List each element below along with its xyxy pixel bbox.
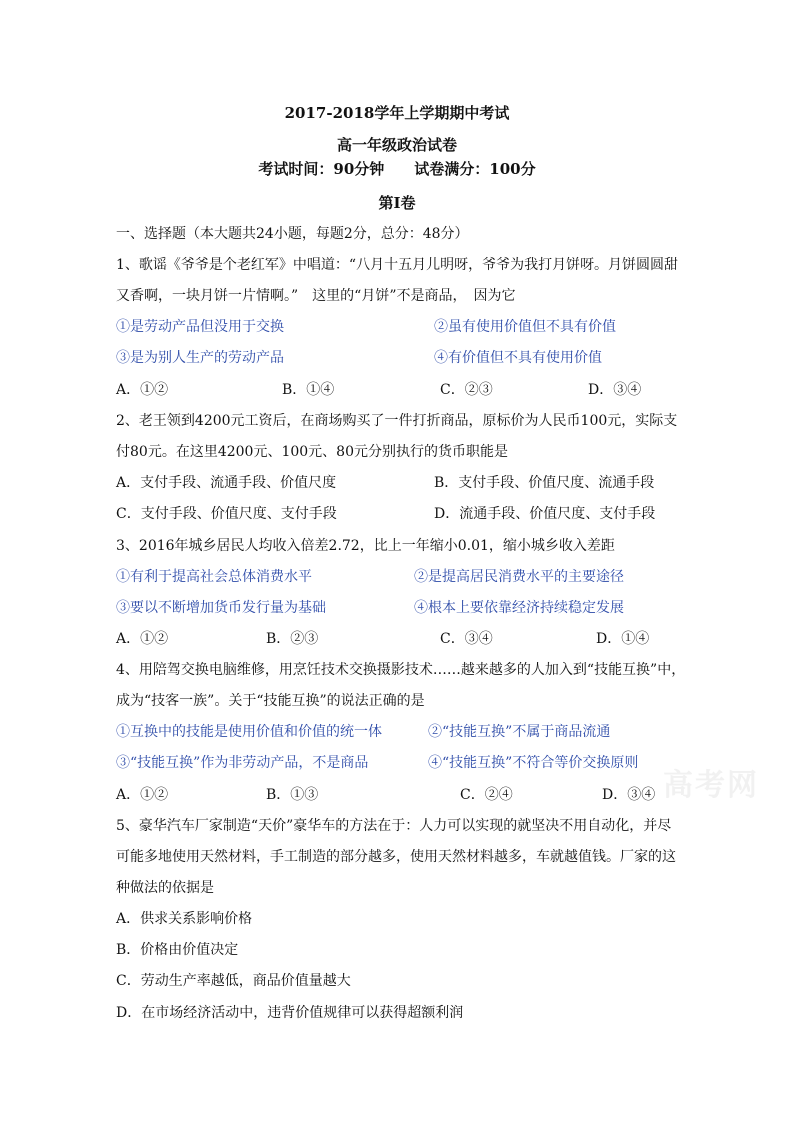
volume-label: 第Ⅰ卷 bbox=[378, 194, 416, 212]
q4-option-d[interactable]: D．③④ bbox=[602, 787, 656, 803]
q5-option-b[interactable]: B．价格由价值决定 bbox=[116, 942, 239, 958]
q3-option-c[interactable]: C．③④ bbox=[440, 631, 493, 647]
paper-title: 高一年级政治试卷 bbox=[336, 136, 457, 154]
q2-stem-line2: 付80元。在这里4200元、100元、80元分别执行的货币职能是 bbox=[116, 444, 508, 460]
q1-option-d[interactable]: D．③④ bbox=[588, 382, 642, 398]
q5-option-a[interactable]: A．供求关系影响价格 bbox=[116, 911, 253, 927]
q3-stem-line1: 3、2016年城乡居民人均收入倍差2.72，比上一年缩小0.01，缩小城乡收入差距 bbox=[116, 538, 615, 554]
q1-statement-3: ③是为别人生产的劳动产品 bbox=[116, 350, 284, 366]
q3-statement-2: ②是提高居民消费水平的主要途径 bbox=[414, 569, 624, 585]
q5-stem-line1: 5、豪华汽车厂家制造“天价”豪华车的方法在于：人力可以实现的就坚决不用自动化，并尽 bbox=[116, 818, 672, 834]
q5-stem-line3: 种做法的依据是 bbox=[116, 880, 214, 896]
q1-option-c[interactable]: C．②③ bbox=[440, 382, 493, 398]
q4-stem-line2: 成为“技客一族”。关于“技能互换”的说法正确的是 bbox=[116, 693, 425, 709]
q4-statement-1: ①互换中的技能是使用价值和价值的统一体 bbox=[116, 724, 382, 740]
q3-statement-3: ③要以不断增加货币发行量为基础 bbox=[116, 600, 326, 616]
q2-option-a[interactable]: A．支付手段、流通手段、价值尺度 bbox=[116, 475, 337, 491]
q3-option-b[interactable]: B．②③ bbox=[266, 631, 319, 647]
q2-stem-line1: 2、老王领到4200元工资后，在商场购买了一件打折商品，原标价为人民币100元，实际支 bbox=[116, 413, 678, 429]
q3-statement-1: ①有利于提高社会总体消费水平 bbox=[116, 569, 312, 585]
q4-statement-2: ②“技能互换”不属于商品流通 bbox=[428, 724, 611, 740]
q2-option-b[interactable]: B．支付手段、价值尺度、流通手段 bbox=[434, 475, 655, 491]
q1-statement-1: ①是劳动产品但没用于交换 bbox=[116, 319, 284, 335]
q4-option-a[interactable]: A．①② bbox=[116, 787, 169, 803]
q4-statement-4: ④“技能互换”不符合等价交换原则 bbox=[428, 755, 639, 771]
q3-option-d[interactable]: D．①④ bbox=[596, 631, 650, 647]
exam-title: 2017-2018学年上学期期中考试 bbox=[284, 104, 510, 122]
q2-option-c[interactable]: C．支付手段、价值尺度、支付手段 bbox=[116, 506, 337, 522]
q5-stem-line2: 可能多地使用天然材料，手工制造的部分越多，使用天然材料越多，车就越值钱。厂家的这 bbox=[116, 849, 676, 865]
q5-option-d[interactable]: D．在市场经济活动中，违背价值规律可以获得超额利润 bbox=[116, 1005, 464, 1021]
q1-statement-4: ④有价值但不具有使用价值 bbox=[434, 350, 602, 366]
q4-option-b[interactable]: B．①③ bbox=[266, 787, 319, 803]
q1-statement-2: ②虽有使用价值但不具有价值 bbox=[434, 319, 616, 335]
watermark: 高考网 bbox=[663, 768, 759, 803]
q4-statement-3: ③“技能互换”作为非劳动产品，不是商品 bbox=[116, 755, 369, 771]
q4-option-c[interactable]: C．②④ bbox=[460, 787, 513, 803]
section-heading: 一、选择题（本大题共24小题，每题2分，总分：48分） bbox=[116, 226, 469, 242]
q1-stem-line1: 1、歌谣《爷爷是个老红军》中唱道：“八月十五月儿明呀，爷爷为我打月饼呀。月饼圆圆甜 bbox=[116, 257, 679, 273]
exam-meta: 考试时间：90分钟 试卷满分：100分 bbox=[258, 160, 536, 178]
q4-stem-line1: 4、用陪驾交换电脑维修，用烹饪技术交换摄影技术……越来越多的人加入到“技能互换”中， bbox=[116, 662, 686, 678]
q1-stem-line2: 又香啊，一块月饼一片情啊。” 这里的“月饼”不是商品， 因为它 bbox=[116, 288, 516, 304]
q1-option-a[interactable]: A．①② bbox=[116, 382, 169, 398]
q3-option-a[interactable]: A．①② bbox=[116, 631, 169, 647]
q3-statement-4: ④根本上要依靠经济持续稳定发展 bbox=[414, 600, 624, 616]
q1-option-b[interactable]: B．①④ bbox=[282, 382, 335, 398]
q2-option-d[interactable]: D．流通手段、价值尺度、支付手段 bbox=[434, 506, 656, 522]
q5-option-c[interactable]: C．劳动生产率越低，商品价值量越大 bbox=[116, 973, 351, 989]
